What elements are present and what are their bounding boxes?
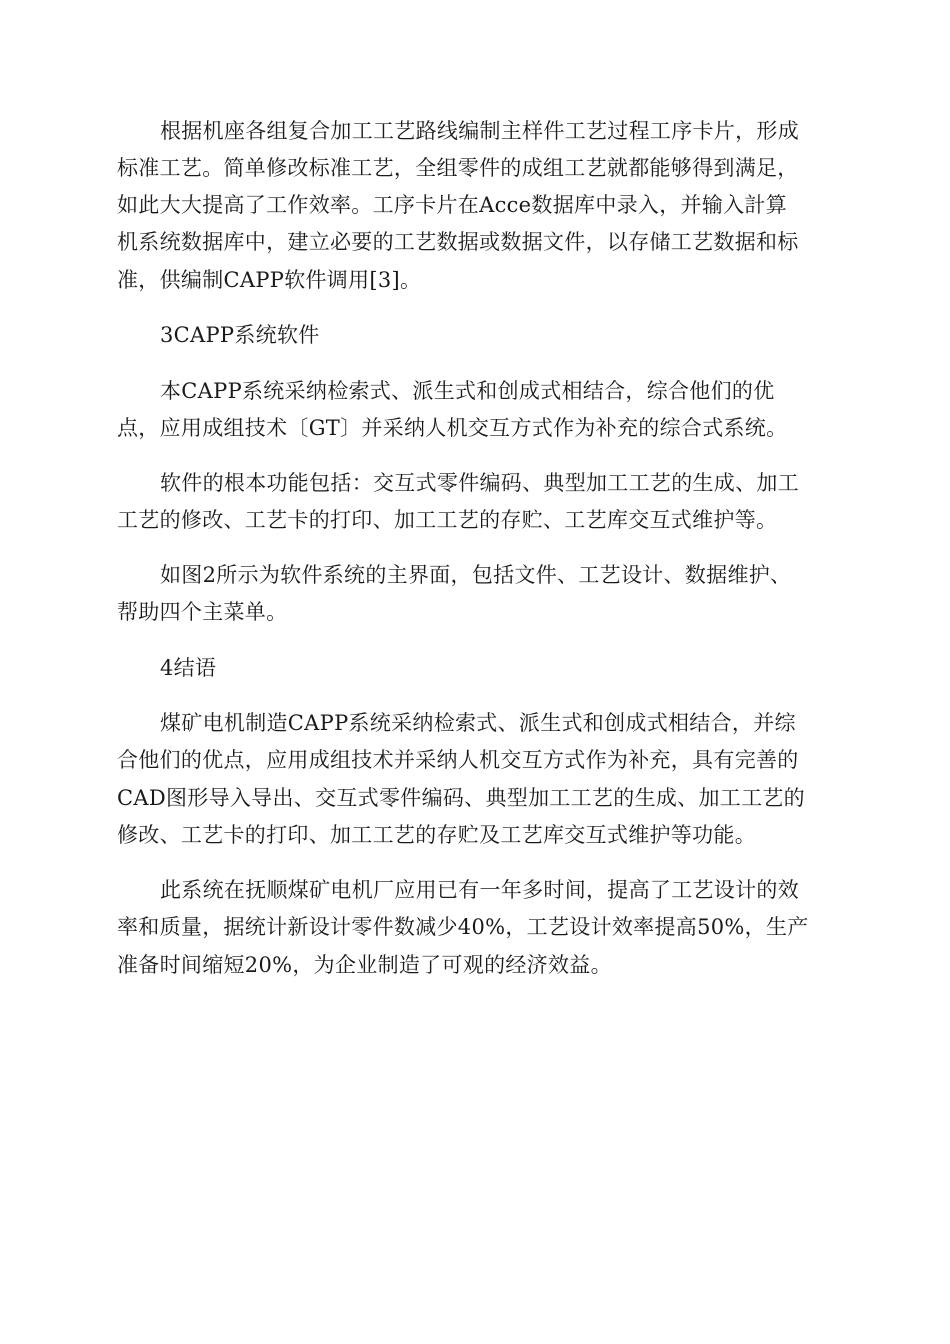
paragraph-5-line-1: 煤矿电机制造CAPP系统采纳检索式、派生式和创成式相结合，并综: [160, 711, 796, 735]
paragraph-1-line-5: 准，供编制CAPP软件调用[3]。: [117, 268, 422, 292]
paragraph-2-line-2: 点，应用成组技术〔GT〕并采纳人机交互方式作为补充的综合式系统。: [117, 416, 788, 440]
paragraph-4-line-2: 帮助四个主菜单。: [117, 600, 288, 624]
paragraph-1-line-3: 如此大大提高了工作效率。工序卡片在Acce数据库中录入，并输入計算: [117, 193, 788, 217]
paragraph-4-line-1: 如图2所示为软件系统的主界面，包括文件、工艺设计、数据维护、: [160, 563, 792, 587]
paragraph-1-line-1: 根据机座各组复合加工工艺路线编制主样件工艺过程工序卡片，形成: [160, 119, 799, 143]
paragraph-1-line-2: 标准工艺。简单修改标准工艺，全组零件的成组工艺就都能够得到满足，: [117, 156, 799, 180]
section-heading-3: 3CAPP系统软件: [160, 323, 320, 347]
paragraph-3-line-1: 软件的根本功能包括：交互式零件编码、典型加工工艺的生成、加工: [160, 471, 799, 495]
paragraph-5-line-4: 修改、工艺卡的打印、加工工艺的存贮及工艺库交互式维护等功能。: [117, 823, 756, 847]
paragraph-6-line-1: 此系统在抚顺煤矿电机厂应用已有一年多时间，提高了工艺设计的效: [160, 878, 799, 902]
paragraph-5-line-3: CAD图形导入导出、交互式零件编码、典型加工工艺的生成、加工工艺的: [117, 786, 805, 810]
section-heading-4: 4结语: [160, 656, 217, 680]
paragraph-6-line-2: 率和质量，据统计新设计零件数减少40%，工艺设计效率提高50%，生产: [117, 915, 809, 939]
paragraph-5-line-2: 合他们的优点，应用成组技术并采纳人机交互方式作为补充，具有完善的: [117, 748, 799, 772]
paragraph-6-line-3: 准备时间缩短20%，为企业制造了可观的经济效益。: [117, 953, 612, 977]
paragraph-2-line-1: 本CAPP系统采纳检索式、派生式和创成式相结合，综合他们的优: [160, 379, 775, 403]
paragraph-3-line-2: 工艺的修改、工艺卡的打印、加工工艺的存贮、工艺库交互式维护等。: [117, 508, 778, 532]
paragraph-1-line-4: 机系统数据库中，建立必要的工艺数据或数据文件，以存储工艺数据和标: [117, 230, 799, 254]
